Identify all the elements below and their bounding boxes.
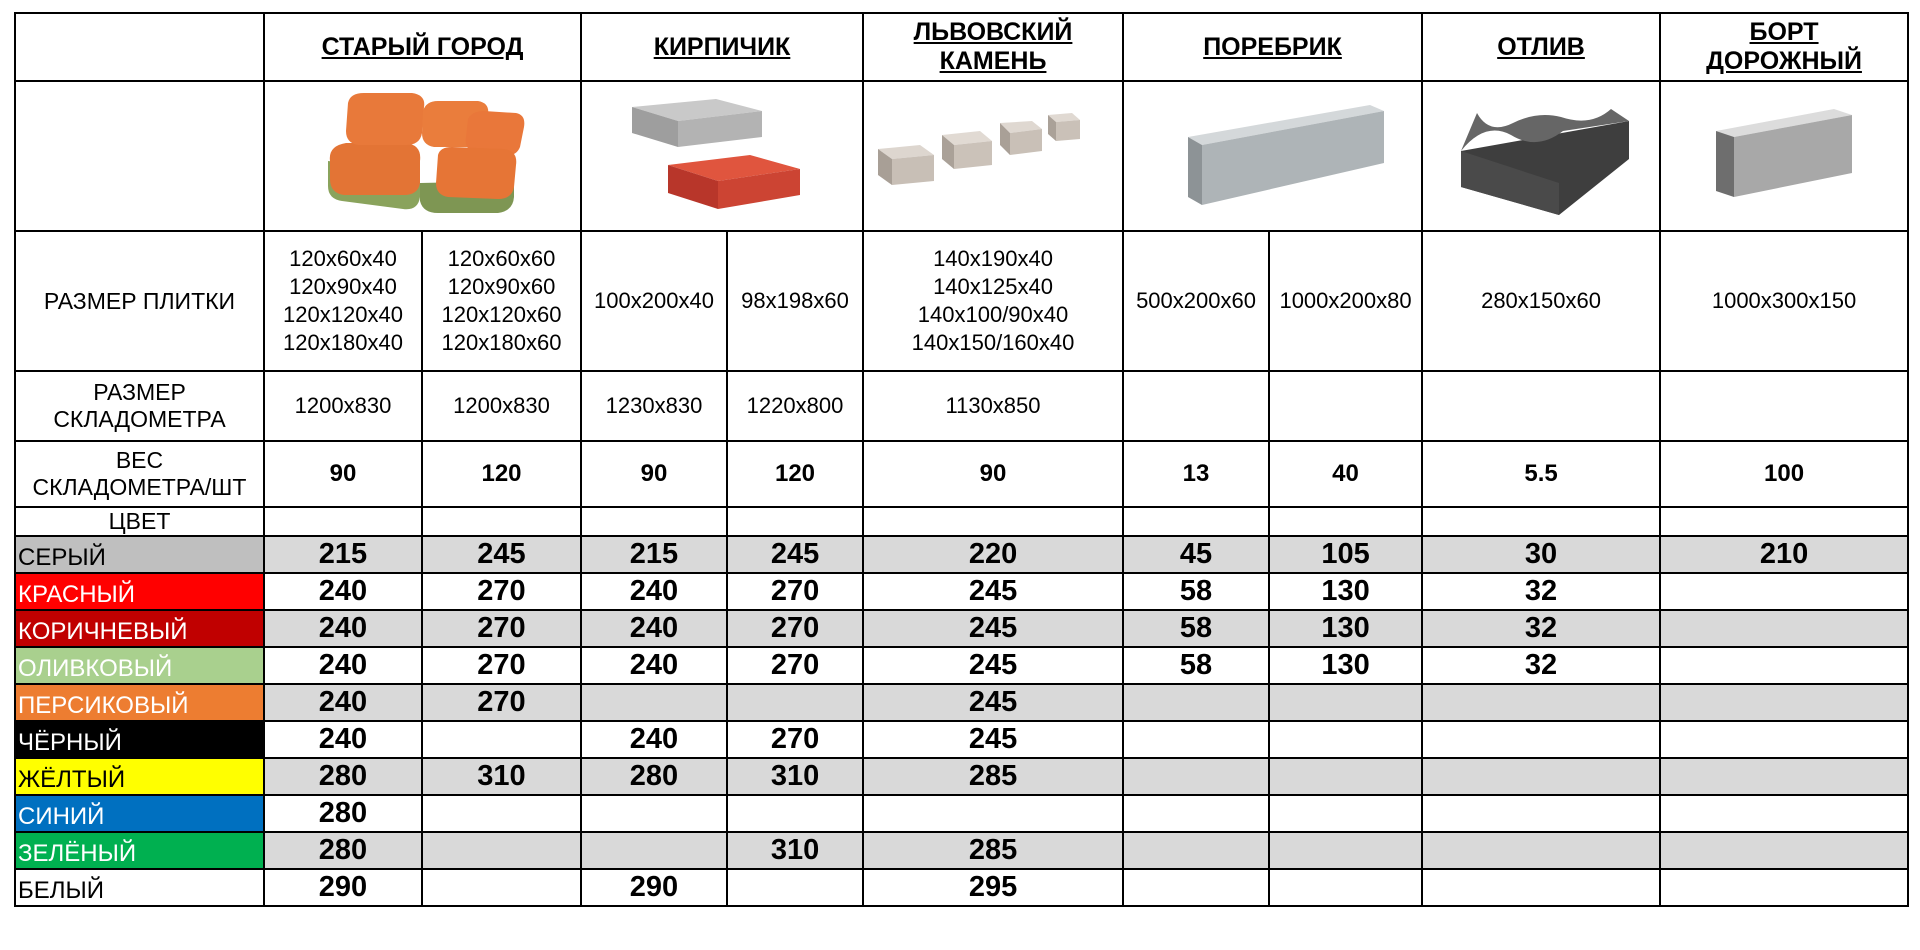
header-porebrik: ПОРЕБРИК — [1123, 13, 1422, 81]
weight-cell: 5.5 — [1422, 441, 1660, 507]
color-row — [15, 832, 1908, 869]
price-cell — [1660, 758, 1908, 795]
weight-cell: 13 — [1123, 441, 1269, 507]
weight-cell: 90 — [264, 441, 422, 507]
price-cell: 245 — [863, 684, 1123, 721]
price-cell: 310 — [727, 832, 863, 869]
weight-cell: 40 — [1269, 441, 1422, 507]
weight-label — [15, 441, 264, 507]
size-value: 140x190x40 — [933, 246, 1053, 271]
price-cell — [1660, 647, 1908, 684]
skladometr-cell — [1422, 371, 1660, 441]
price-cell: 32 — [1422, 573, 1660, 610]
price-cell: 245 — [863, 610, 1123, 647]
size-cell-7: 1000x200x80 — [1269, 231, 1422, 371]
price-cell — [1123, 684, 1269, 721]
price-cell — [1660, 573, 1908, 610]
porebrik-image — [1148, 101, 1398, 211]
size-value: 120x90x40 — [289, 274, 397, 299]
color-name: БЕЛЫЙ — [15, 869, 264, 906]
weight-cell: 90 — [581, 441, 727, 507]
price-cell: 30 — [1422, 536, 1660, 573]
header-bort-line-1: БОРТ — [1749, 18, 1819, 46]
color-row — [15, 721, 1908, 758]
size-value: 120x120x40 — [283, 302, 403, 327]
price-cell — [1660, 795, 1908, 832]
price-cell — [727, 869, 863, 906]
price-cell — [1123, 795, 1269, 832]
kirpichik-image-cell — [581, 81, 863, 231]
weight-cell: 100 — [1660, 441, 1908, 507]
price-cell: 270 — [727, 573, 863, 610]
price-cell: 210 — [1660, 536, 1908, 573]
price-cell: 58 — [1123, 647, 1269, 684]
header-lvovsky-line-1: ЛЬВОВСКИЙ — [913, 18, 1073, 46]
price-cell — [1422, 795, 1660, 832]
price-cell — [1422, 758, 1660, 795]
skladometr-cell: 1130x850 — [863, 371, 1123, 441]
price-cell: 270 — [727, 610, 863, 647]
skladometr-row — [15, 371, 1908, 441]
size-value: 120x60x40 — [289, 246, 397, 271]
price-cell: 310 — [727, 758, 863, 795]
price-cell: 270 — [422, 684, 581, 721]
price-cell: 285 — [863, 758, 1123, 795]
price-cell: 240 — [264, 684, 422, 721]
skladometr-cell: 1220x800 — [727, 371, 863, 441]
price-cell: 245 — [422, 536, 581, 573]
skladometr-cell — [1660, 371, 1908, 441]
price-cell — [1123, 721, 1269, 758]
price-cell: 245 — [863, 721, 1123, 758]
weight-row — [15, 441, 1908, 507]
image-empty-cell — [15, 81, 264, 231]
price-cell — [1123, 869, 1269, 906]
size-value: 120x90x60 — [447, 274, 556, 299]
price-cell: 215 — [264, 536, 422, 573]
price-cell — [422, 795, 581, 832]
price-cell: 240 — [264, 721, 422, 758]
price-cell: 270 — [422, 647, 581, 684]
size-cell-2 — [422, 231, 581, 371]
price-cell — [1660, 684, 1908, 721]
price-cell: 240 — [264, 610, 422, 647]
color-name: СЕРЫЙ — [15, 536, 264, 573]
price-cell — [581, 795, 727, 832]
size-label: РАЗМЕР ПЛИТКИ — [15, 231, 264, 371]
price-cell: 58 — [1123, 610, 1269, 647]
size-value: 120x60x60 — [447, 246, 556, 271]
color-row — [15, 647, 1908, 684]
color-label-row — [15, 507, 1908, 536]
weight-label-line-1: ВЕС — [115, 447, 164, 473]
empty-cell — [863, 507, 1123, 536]
lvovsky-kamen-image-cell — [863, 81, 1123, 231]
empty-cell — [1269, 507, 1422, 536]
skladometr-cell: 1230x830 — [581, 371, 727, 441]
price-cell: 105 — [1269, 536, 1422, 573]
header-lvovsky-kamen — [863, 13, 1123, 81]
price-cell: 290 — [264, 869, 422, 906]
porebrik-image-cell — [1123, 81, 1422, 231]
color-row — [15, 869, 1908, 906]
weight-cell: 120 — [727, 441, 863, 507]
price-cell — [1422, 684, 1660, 721]
price-cell: 290 — [581, 869, 727, 906]
price-cell — [1422, 869, 1660, 906]
skladometr-label-line-1: РАЗМЕР — [93, 379, 186, 405]
kirpichik-image — [612, 91, 832, 221]
header-row — [15, 13, 1908, 81]
empty-cell — [1660, 507, 1908, 536]
price-cell: 240 — [581, 647, 727, 684]
size-value: 140x125x40 — [933, 274, 1053, 299]
otliv-image — [1441, 91, 1641, 221]
price-cell — [1422, 832, 1660, 869]
header-lvovsky-line-2: КАМЕНЬ — [939, 47, 1047, 75]
price-cell — [1660, 721, 1908, 758]
skladometr-cell — [1269, 371, 1422, 441]
price-cell: 45 — [1123, 536, 1269, 573]
header-empty-cell — [15, 13, 264, 81]
header-otliv: ОТЛИВ — [1422, 13, 1660, 81]
weight-cell: 120 — [422, 441, 581, 507]
price-cell — [422, 869, 581, 906]
price-cell — [727, 795, 863, 832]
price-cell: 245 — [863, 573, 1123, 610]
price-cell: 215 — [581, 536, 727, 573]
price-cell: 240 — [264, 573, 422, 610]
size-value: 140x100/90x40 — [917, 302, 1069, 327]
color-name: ЧЁРНЫЙ — [15, 721, 264, 758]
price-cell: 240 — [581, 721, 727, 758]
price-cell — [1660, 832, 1908, 869]
color-row — [15, 758, 1908, 795]
size-cell-3: 100x200x40 — [581, 231, 727, 371]
lvovsky-kamen-image — [868, 101, 1118, 211]
price-cell — [1269, 721, 1422, 758]
bort-dorozhny-image-cell — [1660, 81, 1908, 231]
color-row — [15, 610, 1908, 647]
color-label: ЦВЕТ — [15, 507, 264, 536]
header-bort-dorozhny — [1660, 13, 1908, 81]
size-value: 120x120x60 — [441, 302, 562, 327]
price-cell — [581, 832, 727, 869]
size-cell-5 — [863, 231, 1123, 371]
price-cell — [1269, 758, 1422, 795]
price-cell — [1269, 684, 1422, 721]
price-cell: 270 — [422, 573, 581, 610]
empty-cell — [727, 507, 863, 536]
color-row — [15, 795, 1908, 832]
price-cell — [422, 721, 581, 758]
price-cell — [1123, 758, 1269, 795]
color-row — [15, 573, 1908, 610]
empty-cell — [422, 507, 581, 536]
price-cell: 280 — [581, 758, 727, 795]
price-cell: 245 — [863, 647, 1123, 684]
size-value: 120x180x60 — [441, 330, 562, 355]
color-row — [15, 536, 1908, 573]
image-row — [15, 81, 1908, 231]
price-cell: 32 — [1422, 610, 1660, 647]
color-row — [15, 684, 1908, 721]
price-cell: 245 — [727, 536, 863, 573]
header-kirpichik: КИРПИЧИК — [581, 13, 863, 81]
size-row — [15, 231, 1908, 371]
weight-cell: 90 — [863, 441, 1123, 507]
price-table — [14, 12, 1909, 907]
empty-cell — [581, 507, 727, 536]
size-cell-6: 500x200x60 — [1123, 231, 1269, 371]
size-cell-9: 1000x300x150 — [1660, 231, 1908, 371]
price-cell: 310 — [422, 758, 581, 795]
skladometr-cell: 1200x830 — [422, 371, 581, 441]
price-cell: 240 — [581, 573, 727, 610]
price-cell: 32 — [1422, 647, 1660, 684]
price-cell: 295 — [863, 869, 1123, 906]
price-cell — [1660, 610, 1908, 647]
price-cell — [1269, 832, 1422, 869]
price-cell — [1422, 721, 1660, 758]
price-cell: 270 — [422, 610, 581, 647]
price-cell: 130 — [1269, 610, 1422, 647]
price-cell — [1660, 869, 1908, 906]
color-name: КОРИЧНЕВЫЙ — [15, 610, 264, 647]
price-cell — [727, 684, 863, 721]
price-cell — [1123, 832, 1269, 869]
stary-gorod-image-cell — [264, 81, 581, 231]
color-rows — [15, 536, 1908, 906]
skladometr-label-line-2: СКЛАДОМЕТРА — [53, 406, 226, 432]
size-cell-1 — [264, 231, 422, 371]
stary-gorod-image — [308, 91, 538, 221]
price-cell: 130 — [1269, 573, 1422, 610]
price-cell: 280 — [264, 758, 422, 795]
header-stary-gorod: СТАРЫЙ ГОРОД — [264, 13, 581, 81]
color-name: ОЛИВКОВЫЙ — [15, 647, 264, 684]
size-cell-4: 98x198x60 — [727, 231, 863, 371]
skladometr-cell — [1123, 371, 1269, 441]
header-bort-line-2: ДОРОЖНЫЙ — [1706, 47, 1862, 75]
price-cell: 270 — [727, 647, 863, 684]
price-cell: 270 — [727, 721, 863, 758]
weight-label-line-2: СКЛАДОМЕТРА/ШТ — [32, 474, 247, 500]
price-cell: 130 — [1269, 647, 1422, 684]
size-value: 120x180x40 — [283, 330, 403, 355]
size-value: 140x150/160x40 — [911, 330, 1075, 355]
skladometr-cell: 1200x830 — [264, 371, 422, 441]
color-name: ЗЕЛЁНЫЙ — [15, 832, 264, 869]
price-cell: 285 — [863, 832, 1123, 869]
empty-cell — [264, 507, 422, 536]
price-cell: 220 — [863, 536, 1123, 573]
color-name: ПЕРСИКОВЫЙ — [15, 684, 264, 721]
bort-dorozhny-image — [1704, 101, 1864, 211]
color-name: ЖЁЛТЫЙ — [15, 758, 264, 795]
otliv-image-cell — [1422, 81, 1660, 231]
price-cell: 280 — [264, 795, 422, 832]
price-cell: 240 — [264, 647, 422, 684]
price-cell — [581, 684, 727, 721]
price-cell: 58 — [1123, 573, 1269, 610]
price-cell — [422, 832, 581, 869]
skladometr-label — [15, 371, 264, 441]
price-cell — [863, 795, 1123, 832]
price-cell — [1269, 869, 1422, 906]
color-name: СИНИЙ — [15, 795, 264, 832]
size-cell-8: 280x150x60 — [1422, 231, 1660, 371]
color-name: КРАСНЫЙ — [15, 573, 264, 610]
empty-cell — [1123, 507, 1269, 536]
price-cell: 240 — [581, 610, 727, 647]
price-cell: 280 — [264, 832, 422, 869]
empty-cell — [1422, 507, 1660, 536]
price-cell — [1269, 795, 1422, 832]
